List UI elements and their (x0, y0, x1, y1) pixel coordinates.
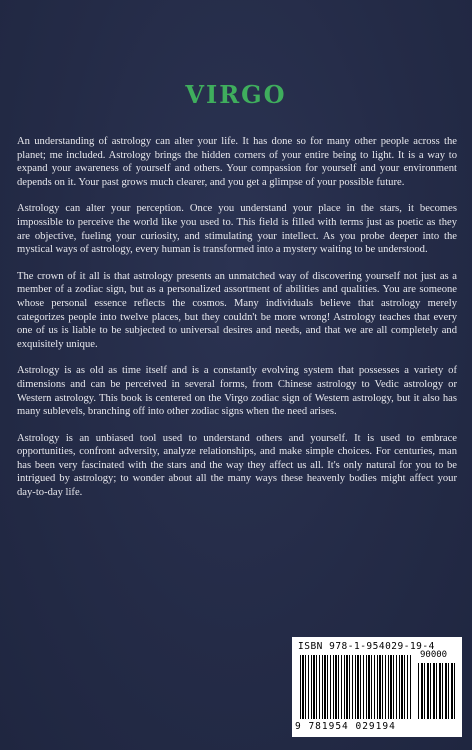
blurb-paragraph: The crown of it all is that astrology presents an unmatched way of discovering yourself not just as a member of a zodiac sign, but as a personalized assortment of abilities and qualities. You are someone whose personal essence reflects the cosmos. Many individuals believe that astrology merely categorizes people into twelve places, but they couldn't be more wrong! Astrology teaches that every one of us is liable to be subjected to universal desires and needs, and that we are all completely and exquisitely unique. (17, 270, 457, 350)
isbn-number: ISBN 978-1-954029-19-4 (298, 641, 435, 652)
ean-digits: 9 781954 029194 (295, 721, 396, 732)
price-addon-digits: 90000 (420, 650, 448, 660)
blurb-text (17, 135, 457, 513)
barcode-bars-icon (300, 655, 412, 719)
blurb-paragraph: Astrology can alter your perception. Once you understand your place in the stars, it becomes impossible to perceive the world like you used to. This field is filled with terms just as poetic as they are objective, fueling your curiosity, and stimulating your intellect. As you probe deeper into the mystical ways of astrology, every human is transformed into a mystery waiting to be understood. (17, 203, 457, 256)
blurb-paragraph: Astrology is an unbiased tool used to understand others and yourself. It is used to embrace opportunities, confront adversity, analyze relationships, and make simple choices. For centuries, man has been very fascinated with the stars and the way they affect us all. It's only natural for you to be intrigued by astrology; to wonder about all the many ways these heavenly bodies might affect your day-to-day life. (17, 432, 457, 499)
cover-title: VIRGO (185, 80, 287, 109)
isbn-barcode (292, 637, 462, 737)
blurb-paragraph: An understanding of astrology can alter your life. It has done so for many other people across the planet; me included. Astrology brings the hidden corners of your entire being to light. It is a way to expand your awareness of yourself and others. Your compassion for yourself and your environment depends on it. Your past grows much clearer, and you get a glimpse of your possible future. (17, 136, 457, 188)
addon-bars-icon (418, 663, 456, 719)
blurb-paragraph: Astrology is as old as time itself and is a constantly evolving system that possesses a variety of dimensions and can be perceived in several forms, from Chinese astrology to Vedic astrology or Western astrology. This book is centered on the Virgo zodiac sign of Western astrology, but it also has many sublevels, branching off into other zodiac signs when the need arises. (17, 365, 457, 418)
